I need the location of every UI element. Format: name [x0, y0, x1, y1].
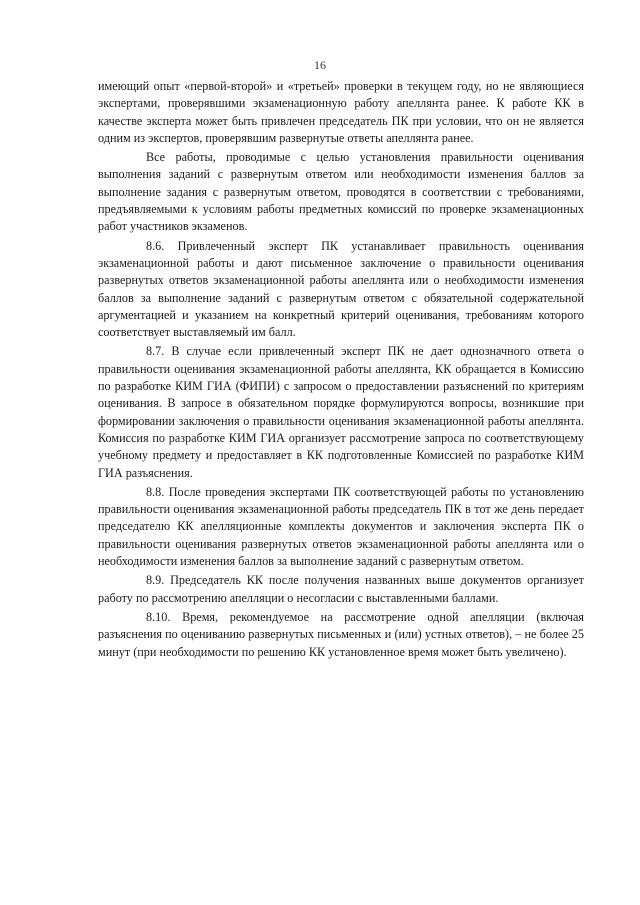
paragraph-all-works: Все работы, проводимые с целью установления правильности оценивания выполнения заданий с развернутым ответом или необходимости изменения баллов за выполнение задания с развернутым ответом, проводятся в соответствии с требованиями, предъявляемыми к условиям работы предметных комиссий по проверке экзаменационных работ участников экзаменов.	[98, 150, 584, 234]
paragraph-8-10: 8.10. Время, рекомендуемое на рассмотрение одной апелляции (включая разъяснения по оцениванию развернутых письменных и (или) устных ответов), – не более 25 минут (при необходимости по решению КК установленное время может быть увеличено).	[98, 609, 584, 659]
paragraph-8-8: 8.8. После проведения экспертами ПК соответствующей работы по установлению правильности оценивания экзаменационной работы председатель ПК в тот же день передает председателю КК апелляционные комплекты документов и заключения эксперта ПК о правильности оценивания развернутых ответов экзаменационной работы апеллянта или о необходимости изменения баллов за выполнение заданий с развернутым ответом.	[98, 484, 584, 569]
document-body	[98, 78, 584, 663]
paragraph-8-9: 8.9. Председатель КК после получения названных выше документов организует работу по рассмотрению апелляции о несогласии с выставленными баллами.	[98, 573, 584, 605]
page-number: 16	[314, 58, 326, 72]
paragraph-continuation: имеющий опыт «первой-второй» и «третьей» проверки в текущем году, но не являющиеся экспертами, проверявшими экзаменационную работу апеллянта ранее. К работе КК в качестве эксперта может быть привлечен председатель ПК при условии, что он не является одним из экспертов, проверявшим развернутые ответы апеллянта ранее.	[98, 79, 584, 145]
paragraph-8-6: 8.6. Привлеченный эксперт ПК устанавливает правильность оценивания экзаменационной работы и дают письменное заключение о правильности оценивания развернутых ответов экзаменационной работы апеллянта или о необходимости изменения баллов за выполнение заданий с развернутым ответом с обязательной содержательной аргументацией и указанием на конкретный критерий оценивания, требованиям которого соответствует выставляемый им балл.	[98, 238, 584, 340]
paragraph-8-7: 8.7. В случае если привлеченный эксперт ПК не дает однозначного ответа о правильности оценивания экзаменационной работы апеллянта, КК обращается в Комиссию по разработке КИМ ГИА (ФИПИ) с запросом о предоставлении разъяснений по критериям оценивания. В запросе в обязательном порядке формулируются вопросы, возникшие при формировании заключения о правильности оценивания экзаменационной работы апеллянта. Комиссия по разработке КИМ ГИА организует рассмотрение запроса по соответствующему учебному предмету и предоставляет в КК подготовленные Комиссией по разработке КИМ ГИА разъяснения.	[98, 344, 584, 480]
